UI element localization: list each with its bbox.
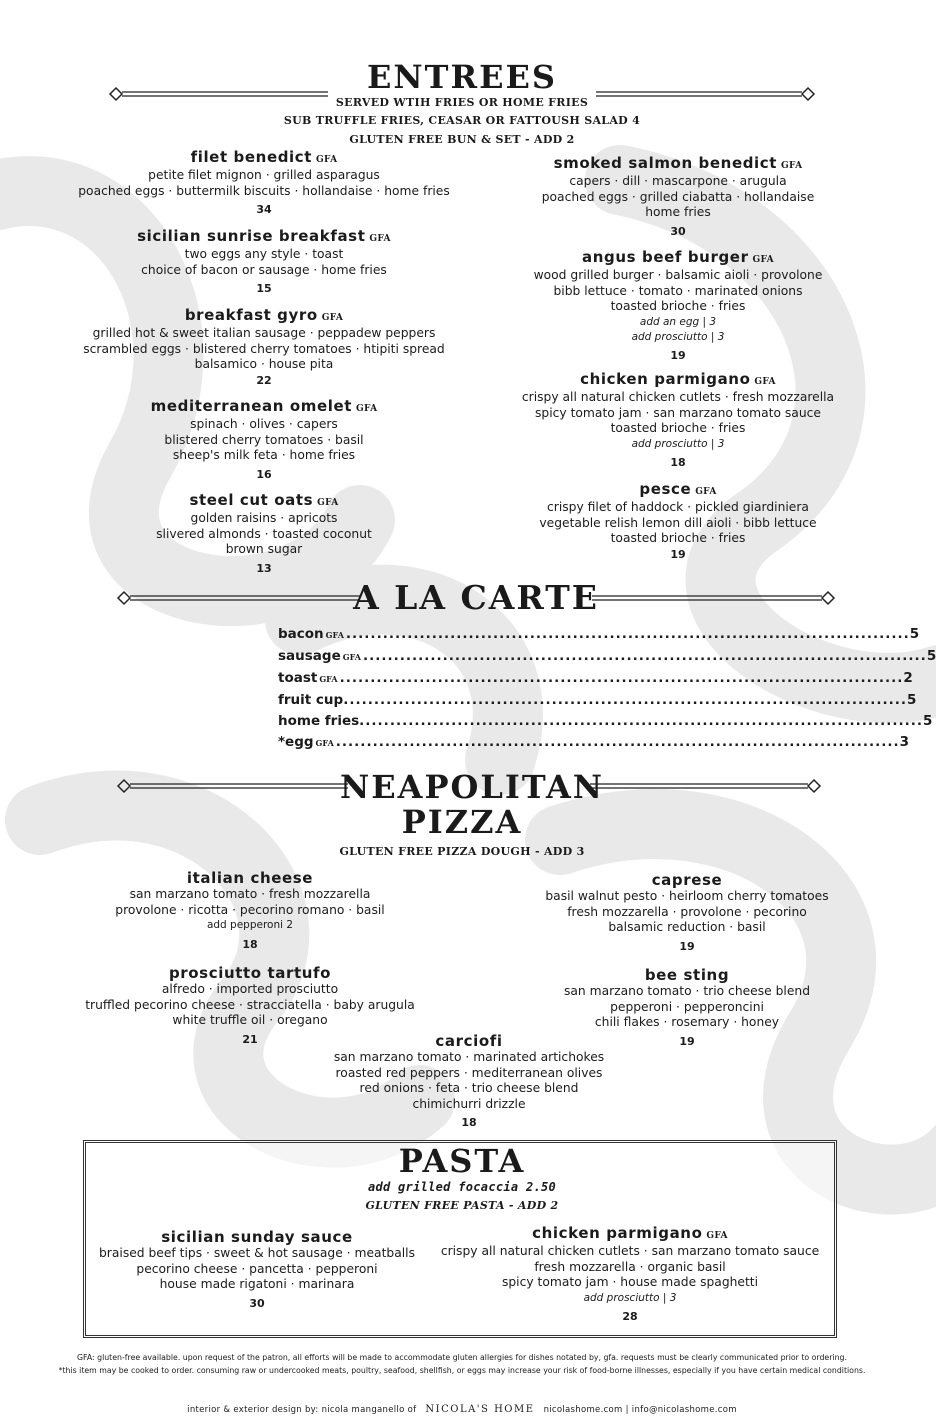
item-price: 19	[679, 939, 695, 953]
gfa-badge: GFA	[317, 498, 339, 508]
menu-item-pasta-chicken-parmigano	[430, 1225, 830, 1324]
item-addon: add prosciutto | 3	[631, 437, 725, 450]
item-description: crispy all natural chicken cutlets · san marzano tomato sauce	[440, 1244, 820, 1259]
menu-item-steel-cut-oats	[64, 492, 464, 576]
item-description: vegetable relish lemon dill aioli · bibb lettuce	[539, 515, 817, 530]
menu-item-sicilian-sunday-sauce	[57, 1229, 457, 1311]
item-description: san marzano tomato · fresh mozzarella	[129, 887, 371, 902]
gfa-badge: GFA	[695, 487, 717, 497]
list-item	[278, 690, 917, 711]
item-description: san marzano tomato · marinated artichokes	[333, 1050, 605, 1065]
menu-item-angus-beef-burger	[478, 249, 878, 364]
contact-text: nicolashome.com | info@nicolashome.com	[543, 1405, 737, 1415]
item-name: mediterranean omelet	[150, 397, 353, 415]
menu-item-sicilian-sunrise	[64, 228, 464, 297]
item-description: alfredo · imported prosciutto	[161, 982, 339, 997]
item-name: toast	[278, 670, 318, 686]
leader-dots: ............................................................................................	[339, 670, 904, 686]
item-description: spinach · olives · capers	[190, 417, 338, 432]
menu-item-chicken-parmigano	[478, 371, 878, 470]
item-name: home fries	[278, 713, 360, 729]
item-description: home fries	[645, 205, 711, 220]
item-name: smoked salmon benedict	[553, 154, 778, 172]
alacarte-title: A LA CARTE	[353, 578, 599, 617]
pizza-subtitle: GLUTEN FREE PIZZA DOUGH - ADD 3	[339, 845, 585, 858]
item-description: toasted brioche · fries	[610, 531, 746, 546]
item-description: blistered cherry tomatoes · basil	[164, 432, 364, 447]
entrees-title: ENTREES	[367, 58, 557, 96]
item-name: filet benedict	[190, 148, 313, 166]
item-price: 30	[249, 1296, 265, 1310]
item-description: chili flakes · rosemary · honey	[594, 1015, 780, 1030]
pizza-title-line1: NEAPOLITAN	[340, 768, 605, 806]
item-name: *egg	[278, 734, 314, 750]
allergy-notice: GFA: gluten-free available. upon request of the patron, all efforts will be made to accommodate gluten allergies for dishes notated by, gfa. requests must be clearly communicated prior to ordering.	[77, 1353, 847, 1362]
item-description: spicy tomato jam · san marzano tomato sauce	[535, 405, 821, 420]
menu-item-italian-cheese	[50, 870, 450, 952]
item-price: 16	[256, 467, 272, 481]
raw-food-warning: *this item may be cooked to order. consuming raw or undercooked meats, poultry, seafood, shellfish, or eggs may increase your risk of food-borne illnesses, especially if you have certain medical conditions.	[58, 1366, 866, 1375]
item-description: slivered almonds · toasted coconut	[156, 526, 372, 541]
item-description: fresh mozzarella · provolone · pecorino	[567, 904, 807, 919]
pizza-title-line2: PIZZA	[401, 803, 523, 841]
list-item	[278, 668, 913, 690]
item-name: carciofi	[435, 1032, 503, 1050]
item-addon: add prosciutto | 3	[583, 1291, 677, 1304]
item-description: house made rigatoni · marinara	[159, 1277, 355, 1292]
item-description: petite filet mignon · grilled asparagus	[148, 168, 380, 183]
entrees-subtitle-3: GLUTEN FREE BUN & SET - ADD 2	[349, 133, 575, 146]
item-price: 21	[242, 1032, 258, 1046]
item-addon: add prosciutto | 3	[631, 331, 725, 344]
item-price: 19	[670, 547, 686, 561]
menu-item-mediterranean-omelet	[64, 398, 464, 482]
leader-dots: ............................................................................................	[362, 648, 927, 664]
item-description: toasted brioche · fries	[610, 421, 746, 436]
item-description: two eggs any style · toast	[184, 247, 344, 262]
item-description: braised beef tips · sweet & hot sausage · meatballs	[99, 1246, 415, 1261]
item-description: crispy filet of haddock · pickled giardiniera	[547, 500, 809, 515]
item-name: fruit cup	[278, 692, 344, 708]
leader-dots: ............................................................................................	[359, 713, 923, 729]
gfa-badge: GFA	[315, 738, 334, 748]
pasta-subtitle-1: add grilled focaccia 2.50	[367, 1180, 557, 1194]
item-description: red onions · feta · trio cheese blend	[359, 1081, 579, 1096]
item-name: breakfast gyro	[184, 306, 318, 324]
item-price: 5	[909, 626, 920, 642]
item-description: toasted brioche · fries	[610, 299, 746, 314]
item-description: spicy tomato jam · house made spaghetti	[501, 1275, 759, 1290]
gfa-badge: GFA	[369, 234, 391, 244]
item-description: crispy all natural chicken cutlets · fresh mozzarella	[521, 390, 835, 405]
item-description: sheep's milk feta · home fries	[172, 448, 356, 463]
gfa-badge: GFA	[325, 630, 344, 640]
item-name: caprese	[651, 871, 723, 889]
item-description: white truffle oil · oregano	[172, 1013, 328, 1028]
item-description: choice of bacon or sausage · home fries	[141, 262, 387, 277]
item-description: pepperoni · pepperoncini	[610, 999, 764, 1014]
item-addon: add pepperoni 2	[206, 919, 294, 932]
menu-item-filet-benedict	[64, 149, 464, 218]
item-description: scrambled eggs · blistered cherry tomatoes · htipiti spread	[83, 341, 445, 356]
list-item	[278, 732, 910, 754]
gfa-badge: GFA	[321, 313, 344, 323]
gfa-badge: GFA	[706, 1231, 728, 1241]
item-name: italian cheese	[186, 869, 314, 887]
list-item	[278, 646, 936, 668]
pasta-title: PASTA	[398, 1142, 526, 1180]
item-price: 5	[923, 713, 933, 729]
gfa-badge: GFA	[355, 404, 378, 414]
item-description: poached eggs · grilled ciabatta · hollandaise	[541, 189, 815, 204]
item-price: 3	[899, 734, 910, 750]
item-name: bee sting	[644, 966, 730, 984]
gfa-badge: GFA	[342, 652, 361, 662]
item-price: 18	[242, 937, 258, 951]
item-name: steel cut oats	[189, 491, 314, 509]
design-credit	[0, 1404, 924, 1415]
item-name: prosciutto tartufo	[168, 964, 332, 982]
left-ornament-rule	[116, 590, 360, 606]
menu-item-breakfast-gyro	[64, 307, 464, 388]
credit-text: interior & exterior design by: nicola manganello of	[187, 1405, 417, 1415]
right-ornament-rule	[590, 778, 822, 794]
item-price: 5	[926, 648, 936, 664]
item-price: 19	[670, 349, 686, 363]
menu-item-caprese	[487, 872, 887, 954]
item-description: roasted red peppers · mediterranean olives	[335, 1065, 603, 1080]
item-description: balsamico · house pita	[194, 357, 334, 372]
pasta-subtitle-2: GLUTEN FREE PASTA - ADD 2	[365, 1199, 559, 1212]
item-description: san marzano tomato · trio cheese blend	[563, 984, 811, 999]
left-ornament-rule	[116, 778, 348, 794]
item-name: chicken parmigano	[532, 1224, 703, 1242]
list-item	[278, 624, 920, 646]
item-price: 18	[670, 456, 686, 470]
menu-item-smoked-salmon-benedict	[478, 155, 878, 239]
item-description: golden raisins · apricots	[190, 511, 338, 526]
item-name: sausage	[278, 648, 341, 664]
item-description: fresh mozzarella · organic basil	[534, 1259, 726, 1274]
item-description: wood grilled burger · balsamic aioli · provolone	[533, 268, 823, 283]
gfa-badge: GFA	[754, 377, 776, 387]
item-description: pecorino cheese · pancetta · pepperoni	[136, 1261, 378, 1276]
item-price: 5	[907, 692, 917, 708]
item-price: 28	[622, 1310, 638, 1324]
item-name: sicilian sunrise breakfast	[137, 227, 366, 245]
item-price: 13	[256, 561, 272, 575]
item-description: grilled hot & sweet italian sausage · peppadew peppers	[92, 326, 436, 341]
entrees-subtitle-1: SERVED WTIH FRIES OR HOME FRIES	[335, 96, 589, 109]
item-addon: add an egg | 3	[639, 315, 717, 328]
item-price: 15	[256, 282, 272, 296]
item-price: 34	[256, 203, 272, 217]
leader-dots: ............................................................................................	[335, 734, 900, 750]
item-description: capers · dill · mascarpone · arugula	[569, 174, 787, 189]
item-name: chicken parmigano	[580, 370, 751, 388]
item-name: bacon	[278, 626, 324, 642]
gfa-badge: GFA	[752, 255, 774, 265]
item-description: balsamic reduction · basil	[608, 920, 766, 935]
item-description: truffled pecorino cheese · stracciatella · baby arugula	[85, 997, 415, 1012]
item-description: poached eggs · buttermilk biscuits · hollandaise · home fries	[78, 183, 450, 198]
item-price: 2	[903, 670, 913, 686]
item-name: pesce	[639, 480, 692, 498]
item-description: chimichurri drizzle	[412, 1096, 526, 1111]
gfa-badge: GFA	[319, 674, 338, 684]
leader-dots: ............................................................................................	[343, 692, 908, 708]
entrees-subtitle-2: SUB TRUFFLE FRIES, CEASAR OR FATTOUSH SALAD 4	[283, 114, 641, 127]
item-description: basil walnut pesto · heirloom cherry tomatoes	[545, 889, 829, 904]
item-name: sicilian sunday sauce	[161, 1228, 353, 1246]
right-ornament-rule	[592, 590, 836, 606]
leader-dots: ............................................................................................	[345, 626, 910, 642]
item-description: brown sugar	[225, 542, 303, 557]
item-price: 18	[461, 1116, 477, 1130]
item-price: 19	[679, 1034, 695, 1048]
gfa-badge: GFA	[781, 161, 803, 171]
item-price: 22	[256, 373, 272, 387]
item-description: bibb lettuce · tomato · marinated onions	[553, 283, 803, 298]
gfa-badge: GFA	[315, 155, 338, 165]
menu-item-pesce	[478, 481, 878, 562]
list-item	[278, 711, 933, 732]
item-description: provolone · ricotta · pecorino romano · basil	[115, 902, 385, 917]
item-name: angus beef burger	[582, 248, 749, 266]
alacarte-list	[278, 624, 936, 754]
nicolas-home-logo: NICOLA'S HOME	[425, 1404, 535, 1415]
menu-item-carciofi	[269, 1033, 669, 1130]
item-price: 30	[670, 224, 686, 238]
